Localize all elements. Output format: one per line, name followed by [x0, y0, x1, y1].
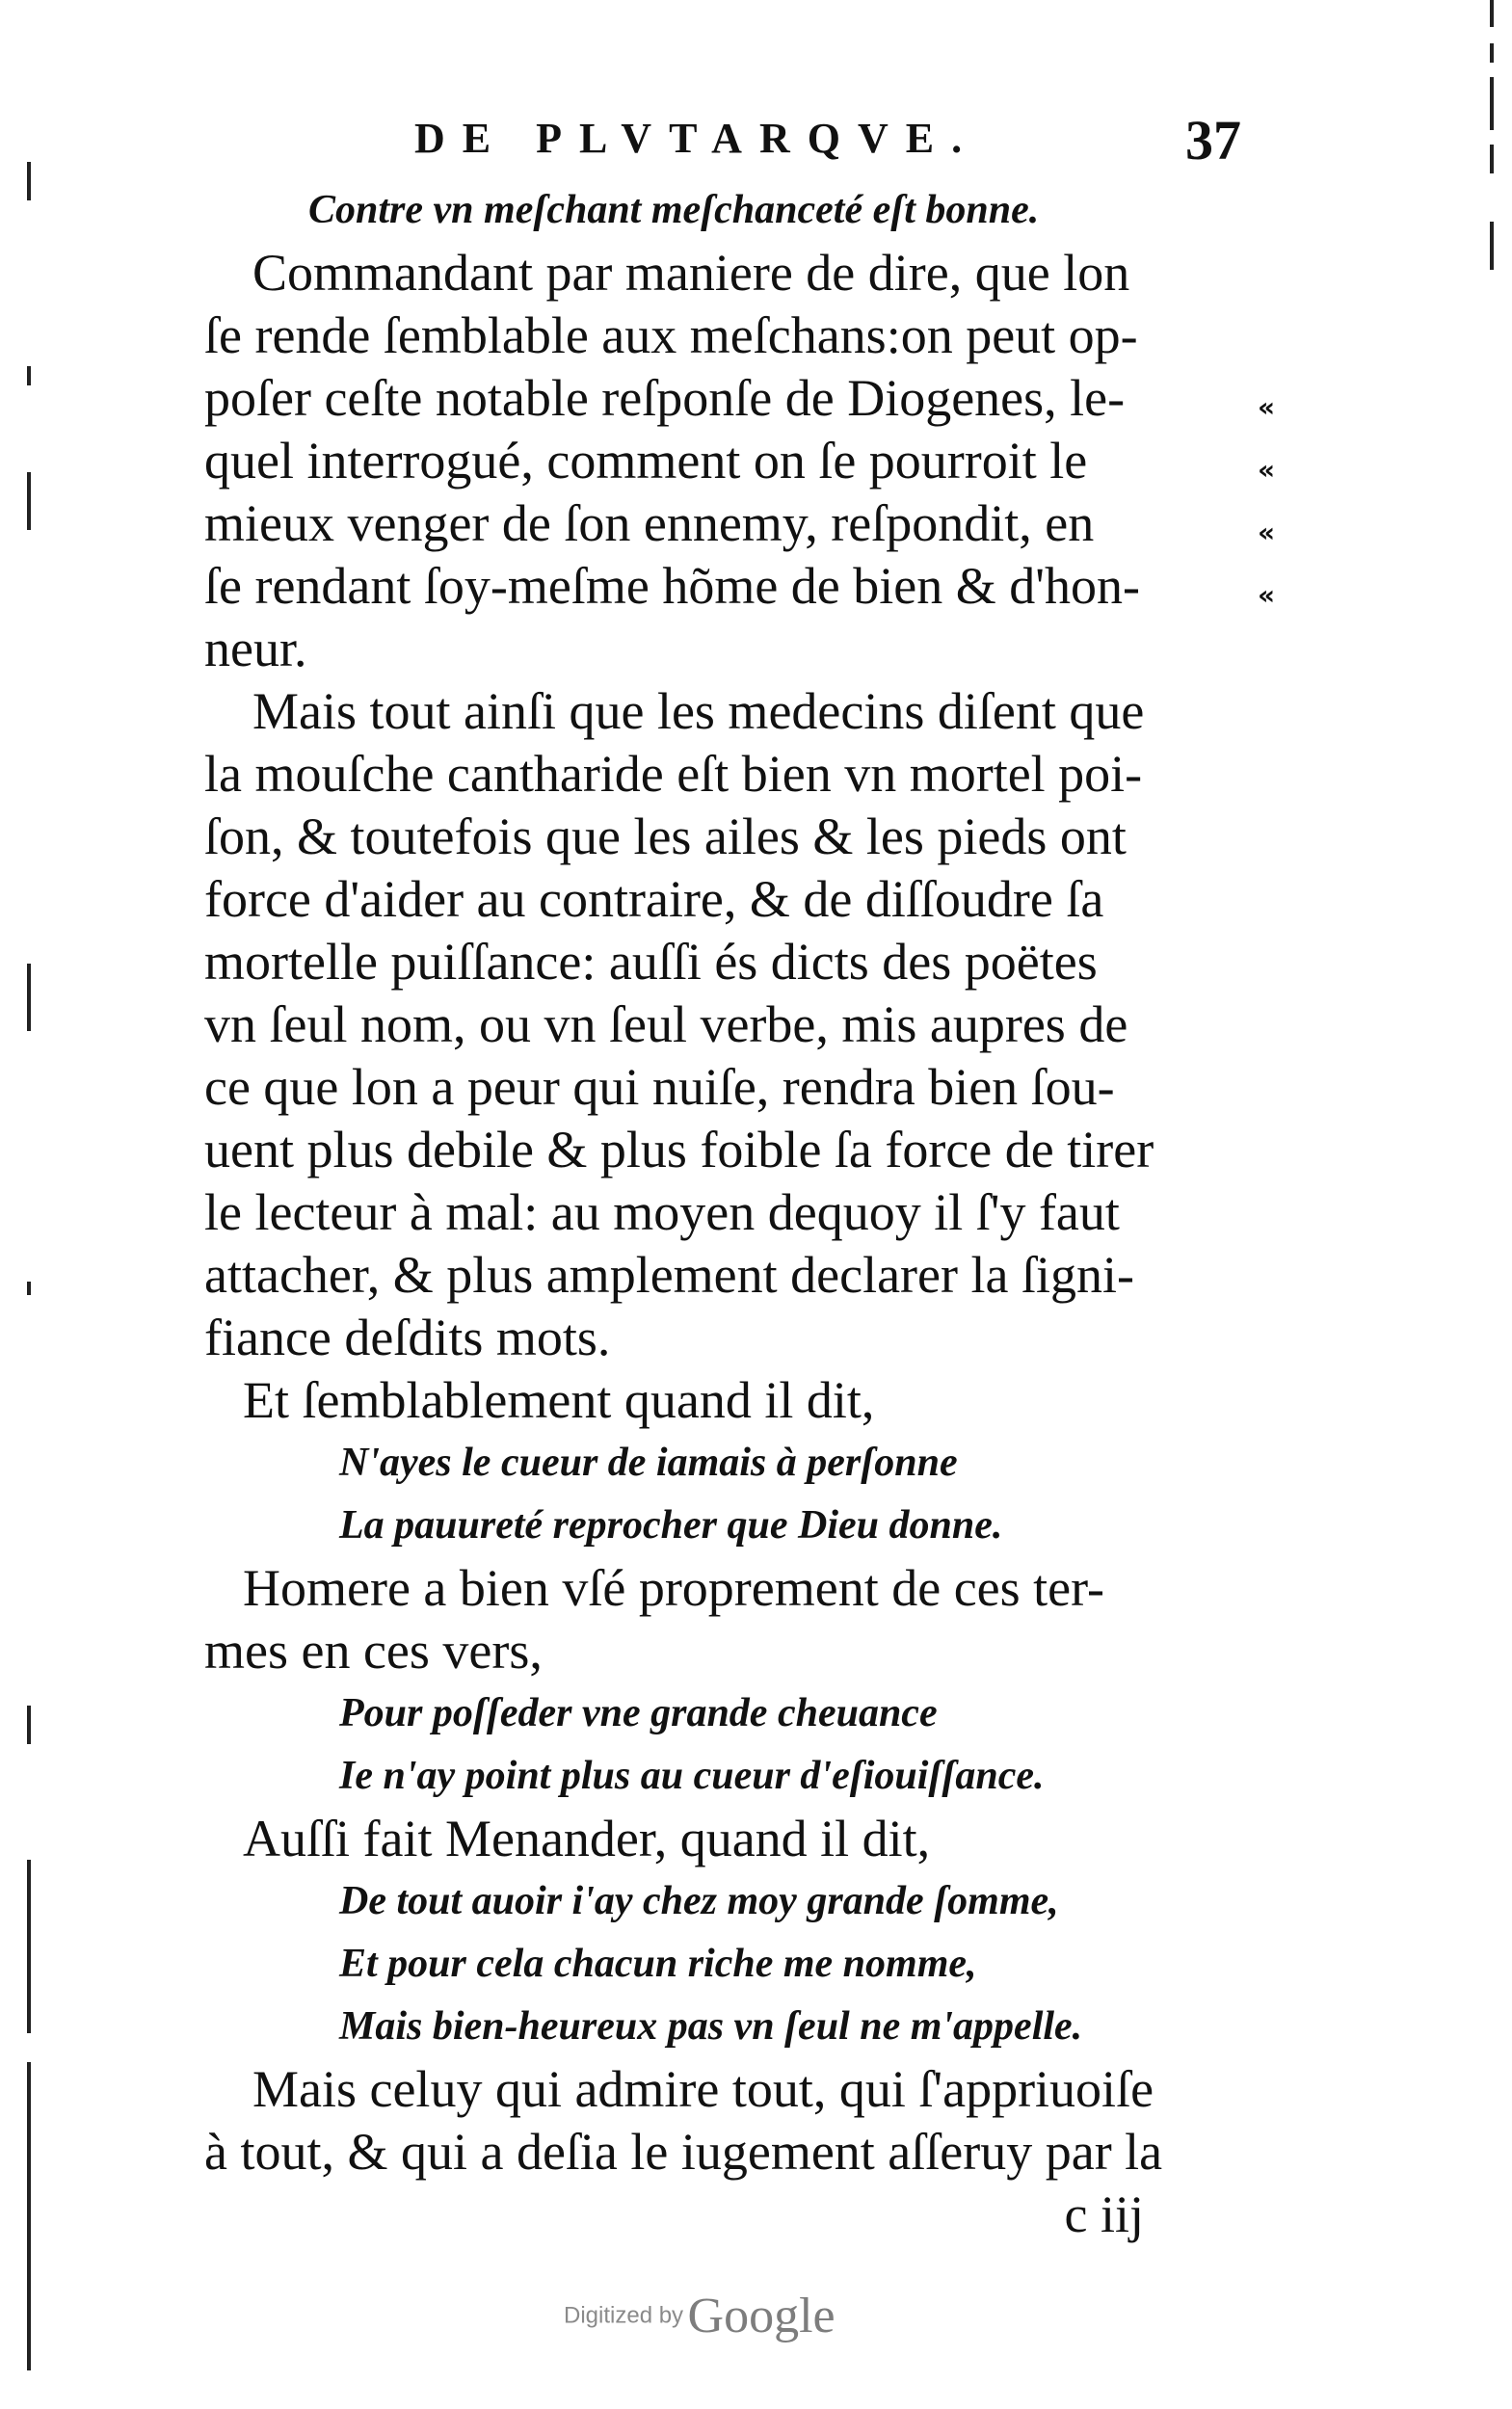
text-line: à tout, & qui a deſia le iugement aſſeruy par la	[204, 2123, 1163, 2181]
page-header	[414, 109, 1282, 181]
verse-line: De tout auoir i'ay chez moy grande ſomme,	[339, 1879, 1059, 1923]
text-line: Mais celuy qui admire tout, qui ſ'appriuoiſe	[252, 2060, 1154, 2118]
running-head: DE PLVTARQVE.	[414, 115, 980, 162]
digitized-by-label: Digitized by	[564, 2302, 684, 2329]
text-line: le lecteur à mal: au moyen dequoy il ſ'y faut	[204, 1183, 1120, 1241]
verse-line: La pauureté reprocher que Dieu donne.	[339, 1503, 1003, 1548]
right-edge-marks	[1484, 0, 1503, 289]
text-line: Commandant par maniere de dire, que lon	[252, 244, 1130, 302]
margin-quote-mark: «	[1258, 391, 1276, 423]
margin-quote-mark: «	[1258, 579, 1276, 611]
text-line: Auſſi fait Menander, quand il dit,	[243, 1810, 931, 1867]
text-line: ce que lon a peur qui nuiſe, rendra bien ſou-	[204, 1058, 1115, 1116]
verse-line: Pour poſſeder vne grande cheuance	[339, 1691, 938, 1735]
text-line: ſe rendant ſoy-meſme hõme de bien & d'hon-	[204, 557, 1140, 615]
text-line: mes en ces vers,	[204, 1622, 543, 1680]
text-line: force d'aider au contraire, & de diſſoudre ſa	[204, 870, 1104, 928]
text-line: fiance deſdits mots.	[204, 1309, 611, 1366]
verse-line: Et pour cela chacun riche me nomme,	[339, 1942, 977, 1986]
text-line: mortelle puiſſance: auſſi és dicts des poëtes	[204, 933, 1098, 991]
verse-line: Mais bien-heureux pas vn ſeul ne m'appelle.	[339, 2004, 1083, 2049]
margin-quote-mark: «	[1258, 516, 1276, 548]
text-line: la mouſche cantharide eſt bien vn mortel poi-	[204, 745, 1143, 803]
text-line: ſon, & toutefois que les ailes & les pieds ont	[204, 807, 1127, 865]
text-line: Et ſemblablement quand il dit,	[243, 1371, 875, 1429]
digitization-credit	[564, 2288, 836, 2344]
text-line: attacher, & plus amplement declarer la ſigni-	[204, 1246, 1134, 1304]
text-line: neur.	[204, 620, 307, 677]
verse-line: N'ayes le cueur de iamais à perſonne	[339, 1441, 958, 1485]
text-line: uent plus debile & plus foible ſa force de tirer	[204, 1121, 1154, 1178]
page-number: 37	[1185, 109, 1241, 172]
google-wordmark: Google	[687, 2289, 836, 2343]
text-line: quel interrogué, comment on ſe pourroit le	[204, 432, 1088, 490]
verse-line: Ie n'ay point plus au cueur d'eſiouiſſance.	[339, 1754, 1045, 1798]
text-line: poſer ceſte notable reſponſe de Diogenes, le-	[204, 369, 1126, 427]
text-line: Homere a bien vſé proprement de ces ter-	[243, 1559, 1105, 1617]
text-line: Mais tout ainſi que les medecins diſent que	[252, 682, 1145, 740]
page-body-text	[204, 179, 1255, 2246]
left-edge-binding-marks	[21, 145, 40, 2361]
text-line: mieux venger de ſon ennemy, reſpondit, en	[204, 494, 1095, 552]
section-title: Contre vn meſchant meſchanceté eſt bonne.	[308, 188, 1040, 232]
signature-catchword: c iij	[1064, 2185, 1144, 2243]
quotation-margin-marks	[1258, 376, 1287, 626]
text-line: vn ſeul nom, ou vn ſeul verbe, mis aupres de	[204, 995, 1128, 1053]
margin-quote-mark: «	[1258, 454, 1276, 486]
text-line: ſe rende ſemblable aux meſchans:on peut op-	[204, 306, 1138, 364]
